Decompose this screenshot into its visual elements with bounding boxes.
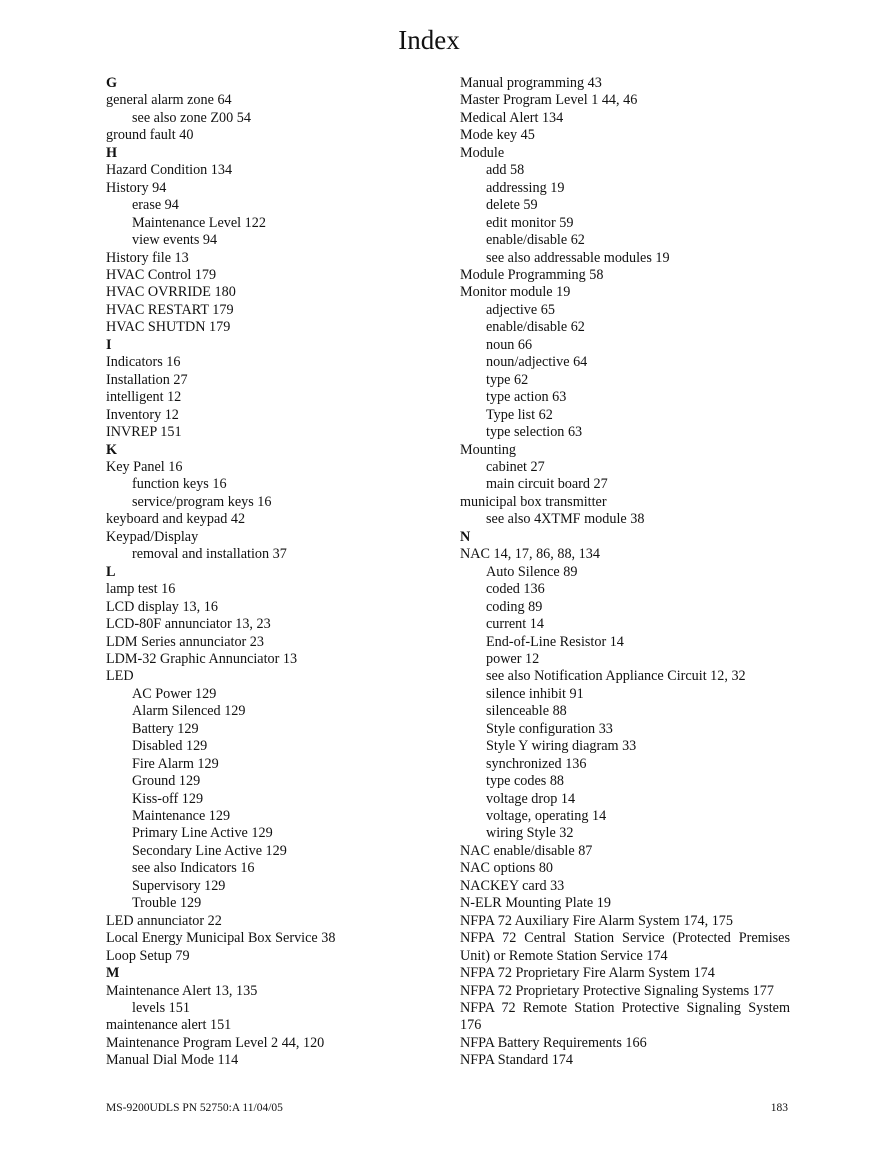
index-entry: Local Energy Municipal Box Service 38 — [106, 930, 336, 947]
index-entry: NFPA 72 Proprietary Protective Signaling Systems 177 — [460, 982, 774, 999]
index-subentry: levels 151 — [132, 1000, 190, 1017]
index-entry: INVREP 151 — [106, 424, 182, 441]
index-subentry: Maintenance Level 122 — [132, 214, 266, 231]
index-subentry: type selection 63 — [486, 424, 583, 441]
index-entry: Maintenance Alert 13, 135 — [106, 982, 258, 999]
index-entry: municipal box transmitter — [460, 493, 607, 510]
index-letter-heading: I — [106, 336, 112, 353]
index-column-right — [460, 75, 790, 1070]
index-subentry: Fire Alarm 129 — [132, 755, 219, 772]
index-entry: History file 13 — [106, 249, 189, 266]
index-subentry: adjective 65 — [486, 301, 555, 318]
index-subentry: see also 4XTMF module 38 — [486, 511, 645, 528]
index-entry: intelligent 12 — [106, 389, 182, 406]
index-entry: LED annunciator 22 — [106, 912, 222, 929]
index-subentry: coded 136 — [486, 581, 545, 598]
index-entry: NFPA Standard 174 — [460, 1052, 573, 1069]
index-subentry: Trouble 129 — [132, 895, 202, 912]
index-entry: Loop Setup 79 — [106, 947, 190, 964]
index-entry: Module — [460, 144, 505, 161]
index-subentry: erase 94 — [132, 197, 179, 214]
index-entry: NAC options 80 — [460, 860, 554, 877]
index-entry: Medical Alert 134 — [460, 109, 564, 126]
index-entry: Monitor module 19 — [460, 284, 571, 301]
index-entry: NFPA 72 Remote Station Protective Signaling System — [460, 1000, 790, 1017]
index-subentry: enable/disable 62 — [486, 319, 585, 336]
index-subentry: Secondary Line Active 129 — [132, 842, 287, 859]
index-entry: NAC enable/disable 87 — [460, 842, 593, 859]
index-subentry: Kiss-off 129 — [132, 790, 204, 807]
index-subentry: silence inhibit 91 — [486, 685, 584, 702]
index-entry: NFPA 72 Central Station Service (Protected Premises — [460, 930, 790, 947]
index-entry: keyboard and keypad 42 — [106, 511, 246, 528]
index-letter-heading: N — [460, 528, 471, 545]
index-letter-heading: G — [106, 75, 118, 91]
index-entry: Hazard Condition 134 — [106, 162, 233, 179]
index-column-left — [106, 75, 436, 1070]
index-entry: ground fault 40 — [106, 127, 194, 144]
index-entry: general alarm zone 64 — [106, 92, 232, 109]
index-entry: Key Panel 16 — [106, 458, 183, 475]
index-subentry: silenceable 88 — [486, 703, 567, 720]
footer-document-id: MS-9200UDLS PN 52750:A 11/04/05 — [106, 1102, 283, 1114]
page-title: Index — [398, 25, 460, 55]
index-subentry: power 12 — [486, 650, 540, 667]
index-subentry: delete 59 — [486, 197, 538, 214]
index-entry: lamp test 16 — [106, 581, 176, 598]
index-subentry: Battery 129 — [132, 720, 199, 737]
index-entry: Maintenance Program Level 2 44, 120 — [106, 1034, 325, 1051]
index-subentry: add 58 — [486, 162, 525, 179]
index-subentry: Disabled 129 — [132, 738, 208, 755]
index-subentry: type 62 — [486, 371, 529, 388]
index-entry: Mounting — [460, 441, 516, 458]
index-letter-heading: L — [106, 563, 116, 580]
index-entry: NFPA 72 Proprietary Fire Alarm System 174 — [460, 965, 715, 982]
index-entry: NFPA 72 Auxiliary Fire Alarm System 174, 175 — [460, 912, 733, 929]
index-entry: History 94 — [106, 179, 167, 196]
index-subentry: see also addressable modules 19 — [486, 249, 670, 266]
index-entry: Manual Dial Mode 114 — [106, 1052, 239, 1069]
index-subentry: removal and installation 37 — [132, 546, 287, 563]
index-entry: Module Programming 58 — [460, 266, 604, 283]
index-subentry: service/program keys 16 — [132, 493, 272, 510]
index-subentry: wiring Style 32 — [486, 825, 574, 842]
index-subentry: type codes 88 — [486, 773, 565, 790]
index-subentry: Type list 62 — [486, 406, 553, 423]
index-subentry: voltage, operating 14 — [486, 808, 607, 825]
index-entry: Installation 27 — [106, 371, 188, 388]
page-number: 183 — [770, 1102, 788, 1114]
index-subentry: Auto Silence 89 — [486, 563, 578, 580]
index-subentry: see also zone Z00 54 — [132, 109, 251, 126]
index-subentry: addressing 19 — [486, 179, 565, 196]
index-letter-heading: K — [106, 441, 118, 458]
index-subentry: AC Power 129 — [132, 685, 217, 702]
index-entry: LDM Series annunciator 23 — [106, 633, 264, 650]
index-subentry: see also Notification Appliance Circuit 12, 32 — [486, 668, 746, 685]
index-subentry: enable/disable 62 — [486, 232, 585, 249]
index-letter-heading: M — [106, 965, 120, 982]
index-letter-heading: H — [106, 144, 118, 161]
index-subentry: End-of-Line Resistor 14 — [486, 633, 624, 650]
index-subentry: main circuit board 27 — [486, 476, 608, 493]
index-subentry: synchronized 136 — [486, 755, 587, 772]
index-subentry: Primary Line Active 129 — [132, 825, 273, 842]
index-entry: N-ELR Mounting Plate 19 — [460, 895, 611, 912]
index-entry: HVAC Control 179 — [106, 266, 217, 283]
index-entry: Master Program Level 1 44, 46 — [460, 92, 638, 109]
index-subentry: Ground 129 — [132, 773, 201, 790]
index-entry: Indicators 16 — [106, 354, 181, 371]
index-entry: Unit) or Remote Station Service 174 — [460, 947, 668, 964]
index-entry: LCD-80F annunciator 13, 23 — [106, 616, 271, 633]
index-subentry: edit monitor 59 — [486, 214, 574, 231]
index-entry: HVAC RESTART 179 — [106, 301, 234, 318]
index-subentry: noun 66 — [486, 336, 533, 353]
index-entry: HVAC SHUTDN 179 — [106, 319, 231, 336]
index-entry: LED — [106, 668, 134, 685]
index-entry: 176 — [460, 1017, 482, 1034]
index-entry: NACKEY card 33 — [460, 877, 565, 894]
index-subentry: Style configuration 33 — [486, 720, 613, 737]
index-subentry: noun/adjective 64 — [486, 354, 588, 371]
index-subentry: Maintenance 129 — [132, 808, 231, 825]
index-subentry: see also Indicators 16 — [132, 860, 255, 877]
index-entry: LCD display 13, 16 — [106, 598, 218, 615]
index-entry: LDM-32 Graphic Annunciator 13 — [106, 650, 298, 667]
index-subentry: voltage drop 14 — [486, 790, 576, 807]
index-subentry: Style Y wiring diagram 33 — [486, 738, 637, 755]
index-entry: HVAC OVRRIDE 180 — [106, 284, 236, 301]
index-entry: Keypad/Display — [106, 528, 199, 545]
index-entry: Manual programming 43 — [460, 75, 602, 91]
index-subentry: type action 63 — [486, 389, 567, 406]
index-subentry: current 14 — [486, 616, 544, 633]
index-subentry: view events 94 — [132, 232, 218, 249]
index-entry: Mode key 45 — [460, 127, 535, 144]
index-subentry: coding 89 — [486, 598, 543, 615]
index-subentry: cabinet 27 — [486, 458, 545, 475]
index-entry: Inventory 12 — [106, 406, 179, 423]
index-subentry: function keys 16 — [132, 476, 227, 493]
index-subentry: Alarm Silenced 129 — [132, 703, 246, 720]
index-entry: NFPA Battery Requirements 166 — [460, 1034, 647, 1051]
index-subentry: Supervisory 129 — [132, 877, 226, 894]
index-entry: maintenance alert 151 — [106, 1017, 232, 1034]
index-entry: NAC 14, 17, 86, 88, 134 — [460, 546, 600, 563]
